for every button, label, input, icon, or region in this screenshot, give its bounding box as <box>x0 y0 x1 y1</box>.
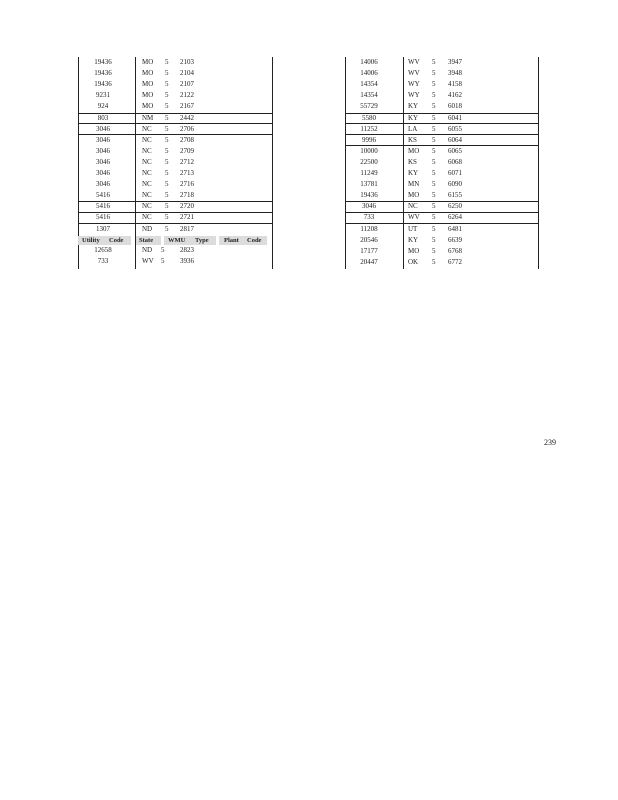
right-table-rule <box>538 57 539 269</box>
cell-wmu: 5 <box>432 235 436 244</box>
cell-state: NC <box>142 146 152 155</box>
cell-utility: 20546 <box>360 235 378 244</box>
cell-utility: 733 <box>363 213 375 222</box>
cell-plant: 6065 <box>448 146 462 155</box>
cell-state: NC <box>142 157 152 166</box>
cell-wmu: 5 <box>165 213 169 222</box>
cell-wmu: 5 <box>165 202 169 211</box>
cell-state: NC <box>142 191 152 200</box>
cell-state: WV <box>408 213 420 222</box>
cell-state: MO <box>142 58 154 66</box>
cell-utility: 5416 <box>96 213 110 222</box>
cell-plant: 3936 <box>180 257 194 265</box>
cell-plant: 6772 <box>448 257 462 266</box>
cell-wmu: 5 <box>165 157 169 166</box>
cell-utility: 19436 <box>94 69 112 78</box>
cell-utility: 11208 <box>360 224 378 233</box>
cell-state: MO <box>408 146 420 155</box>
cell-state: MO <box>408 191 420 200</box>
cell-state: NM <box>142 113 154 122</box>
cell-utility: 11249 <box>360 169 378 177</box>
cell-state: WY <box>408 80 420 89</box>
cell-wmu: 5 <box>165 124 169 133</box>
cell-utility: 5580 <box>362 113 376 122</box>
cell-utility: 3046 <box>96 180 110 189</box>
cell-state: KY <box>408 169 419 177</box>
cell-state: KY <box>408 235 419 244</box>
left-table-rule <box>272 57 273 269</box>
header-state: State <box>139 237 154 244</box>
cell-wmu: 5 <box>165 113 169 122</box>
cell-plant: 2442 <box>180 113 194 122</box>
cell-wmu: 5 <box>165 135 169 144</box>
cell-wmu: 5 <box>432 180 436 189</box>
cell-state: MN <box>408 180 420 189</box>
cell-wmu: 5 <box>165 146 169 155</box>
cell-utility: 9231 <box>96 91 110 100</box>
cell-wmu: 5 <box>432 80 436 89</box>
cell-utility: 1307 <box>96 224 110 233</box>
cell-wmu: 5 <box>432 246 436 255</box>
cell-wmu: 5 <box>161 257 165 265</box>
cell-plant: 6055 <box>448 124 462 133</box>
cell-wmu: 5 <box>165 169 169 177</box>
cell-utility: 14354 <box>360 80 378 89</box>
cell-utility: 733 <box>97 257 109 265</box>
cell-wmu: 5 <box>432 213 436 222</box>
cell-plant: 2713 <box>180 169 194 177</box>
cell-plant: 2817 <box>180 224 194 233</box>
cell-wmu: 5 <box>165 69 169 78</box>
cell-utility: 5416 <box>96 202 110 211</box>
cell-utility: 9996 <box>362 135 376 144</box>
cell-state: NC <box>142 135 152 144</box>
right-table-rule <box>345 57 346 269</box>
cell-utility: 803 <box>97 113 109 122</box>
cell-utility: 14354 <box>360 91 378 100</box>
cell-utility: 10000 <box>360 146 378 155</box>
cell-wmu: 5 <box>432 102 436 111</box>
cell-plant: 2718 <box>180 191 194 200</box>
cell-wmu: 5 <box>161 246 165 254</box>
header-plant: Plant <box>224 237 239 244</box>
cell-plant: 3948 <box>448 69 462 78</box>
cell-state: MO <box>142 102 154 111</box>
cell-plant: 2716 <box>180 180 194 189</box>
cell-utility: 19436 <box>94 58 112 66</box>
cell-state: WY <box>408 91 420 100</box>
cell-utility: 3046 <box>96 124 110 133</box>
cell-plant: 2712 <box>180 157 194 166</box>
cell-plant: 6071 <box>448 169 462 177</box>
cell-utility: 3046 <box>362 202 376 211</box>
cell-utility: 13781 <box>360 180 378 189</box>
cell-utility: 3046 <box>96 135 110 144</box>
cell-plant: 2104 <box>180 69 194 78</box>
cell-plant: 2122 <box>180 91 194 100</box>
cell-plant: 4158 <box>448 80 462 89</box>
cell-wmu: 5 <box>432 169 436 177</box>
cell-wmu: 5 <box>165 191 169 200</box>
cell-utility: 17177 <box>360 246 378 255</box>
cell-plant: 2823 <box>180 246 194 254</box>
cell-wmu: 5 <box>432 191 436 200</box>
cell-utility: 19436 <box>360 191 378 200</box>
cell-plant: 4162 <box>448 91 462 100</box>
cell-plant: 6064 <box>448 135 462 144</box>
cell-wmu: 5 <box>432 69 436 78</box>
header-code: Code <box>109 237 124 244</box>
cell-utility: 14006 <box>360 69 378 78</box>
cell-state: OK <box>408 257 419 266</box>
cell-plant: 6481 <box>448 224 462 233</box>
cell-plant: 2721 <box>180 213 194 222</box>
page-number: 239 <box>544 438 556 447</box>
cell-state: MO <box>408 246 420 255</box>
cell-plant: 6155 <box>448 191 462 200</box>
cell-wmu: 5 <box>432 91 436 100</box>
cell-plant: 6068 <box>448 157 462 166</box>
cell-utility: 14006 <box>360 58 378 66</box>
cell-plant: 6018 <box>448 102 462 111</box>
cell-wmu: 5 <box>165 58 169 66</box>
cell-plant: 6250 <box>448 202 462 211</box>
cell-state: WV <box>408 58 420 66</box>
cell-plant: 2720 <box>180 202 194 211</box>
right-table-rule <box>403 57 404 269</box>
cell-state: WV <box>142 257 154 265</box>
cell-utility: 924 <box>97 102 109 111</box>
cell-wmu: 5 <box>432 146 436 155</box>
cell-plant: 3947 <box>448 58 462 66</box>
cell-state: ND <box>142 246 153 254</box>
header-type: Type <box>195 237 209 244</box>
cell-utility: 11252 <box>360 124 378 133</box>
cell-plant: 6041 <box>448 113 462 122</box>
cell-utility: 3046 <box>96 146 110 155</box>
cell-wmu: 5 <box>432 135 436 144</box>
cell-plant: 2107 <box>180 80 194 89</box>
cell-plant: 6264 <box>448 213 462 222</box>
cell-wmu: 5 <box>432 58 436 66</box>
cell-utility: 55729 <box>360 102 378 111</box>
cell-wmu: 5 <box>432 124 436 133</box>
cell-plant: 2709 <box>180 146 194 155</box>
cell-state: NC <box>408 202 418 211</box>
cell-state: LA <box>408 124 418 133</box>
cell-plant: 2167 <box>180 102 194 111</box>
header-code-2: Code <box>247 237 262 244</box>
cell-plant: 6090 <box>448 180 462 189</box>
cell-state: KS <box>408 157 417 166</box>
cell-utility: 3046 <box>96 157 110 166</box>
cell-state: KY <box>408 102 419 111</box>
cell-wmu: 5 <box>165 91 169 100</box>
cell-state: WV <box>408 69 420 78</box>
cell-state: NC <box>142 202 152 211</box>
cell-wmu: 5 <box>165 80 169 89</box>
cell-state: NC <box>142 180 152 189</box>
cell-state: MO <box>142 80 154 89</box>
cell-wmu: 5 <box>165 224 169 233</box>
cell-utility: 5416 <box>96 191 110 200</box>
cell-plant: 6768 <box>448 246 462 255</box>
cell-wmu: 5 <box>165 102 169 111</box>
cell-state: NC <box>142 213 152 222</box>
cell-wmu: 5 <box>432 257 436 266</box>
header-wmu: WMU <box>168 237 186 244</box>
cell-utility: 20447 <box>360 257 378 266</box>
cell-wmu: 5 <box>432 113 436 122</box>
cell-state: MO <box>142 69 154 78</box>
header-utility: Utility <box>82 237 100 244</box>
cell-utility: 19436 <box>94 80 112 89</box>
cell-plant: 2103 <box>180 58 194 66</box>
cell-utility: 12658 <box>94 246 112 254</box>
cell-utility: 3046 <box>96 169 110 177</box>
cell-wmu: 5 <box>432 202 436 211</box>
cell-plant: 2708 <box>180 135 194 144</box>
cell-utility: 22500 <box>360 157 378 166</box>
cell-state: NC <box>142 124 152 133</box>
cell-state: NC <box>142 169 152 177</box>
cell-state: KY <box>408 113 419 122</box>
cell-wmu: 5 <box>432 157 436 166</box>
cell-state: UT <box>408 224 418 233</box>
cell-state: MO <box>142 91 154 100</box>
cell-plant: 2706 <box>180 124 194 133</box>
cell-state: ND <box>142 224 153 233</box>
cell-plant: 6639 <box>448 235 462 244</box>
cell-state: KS <box>408 135 417 144</box>
cell-wmu: 5 <box>165 180 169 189</box>
cell-wmu: 5 <box>432 224 436 233</box>
